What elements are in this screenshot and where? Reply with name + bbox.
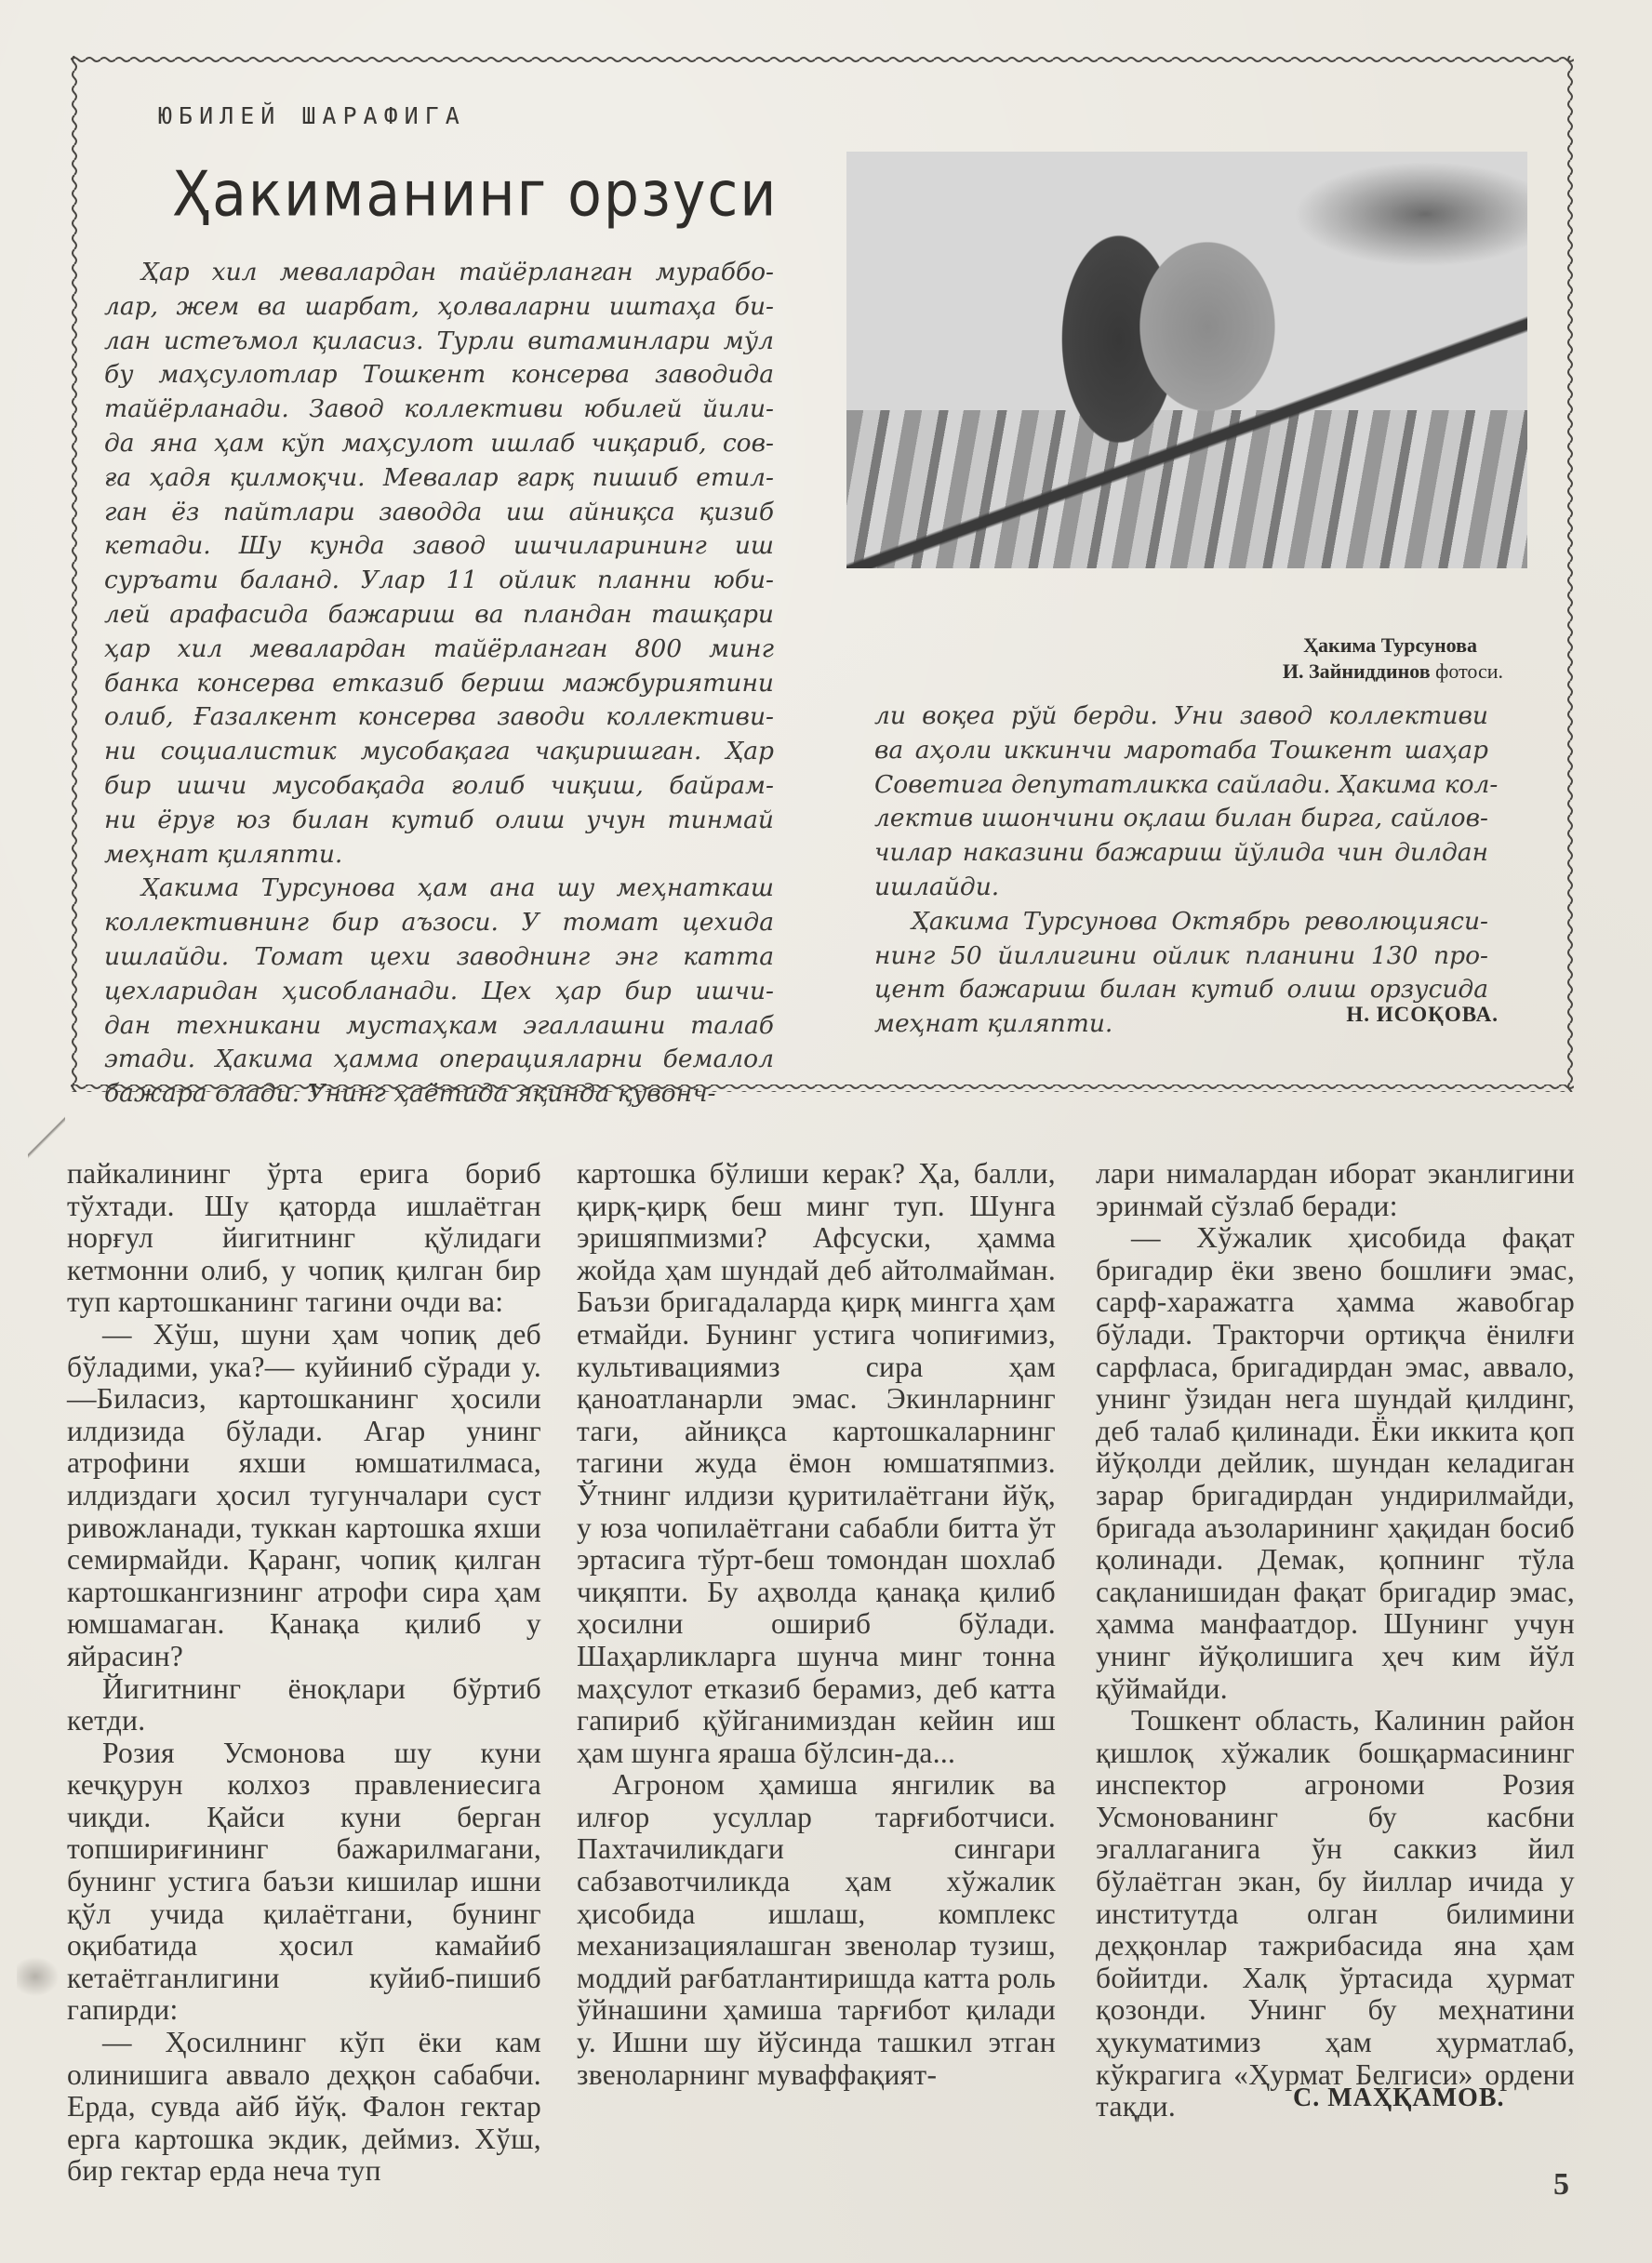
- text-line: ни ёруғ юз билан кутиб олиш учун тинмай: [104, 805, 774, 834]
- text-line: кетади. Шу кунда завод ишчиларининг иш: [104, 531, 774, 561]
- text-line: лектив ишончини оқлаш билан бирга, сайлов-: [874, 804, 1488, 833]
- article-title: Ҳакиманинг орзуси: [172, 158, 779, 232]
- photo-caption: [1283, 632, 1503, 685]
- text-line: нинг 50 йиллигини ойлик планини 130 про-: [874, 940, 1488, 970]
- paper-crease-mark: [17, 1953, 63, 2000]
- text-line: лан истеъмол қиласиз. Турли витаминлари мўл: [104, 326, 774, 355]
- article-column-2: [577, 1158, 1056, 2091]
- text-line: цехларидан ҳисобланади. Цех ҳар бир ишчи-: [104, 976, 774, 1005]
- text-line: этади. Ҳакима ҳамма операцияларни бемалол: [104, 1045, 774, 1074]
- text-line: бу маҳсулотлар Тошкент консерва заводида: [104, 360, 774, 390]
- article-column-1: [67, 1158, 541, 2188]
- page-number: 5: [1553, 2167, 1569, 2202]
- text-line: дан техникани мустаҳкам эгаллашни талаб: [104, 1010, 774, 1040]
- text-line: банка консерва етказиб бериш мажбуриятини: [104, 668, 774, 698]
- text-line: тайёрланади. Завод коллективи юбилей йили-: [104, 394, 774, 424]
- box-author-signature: Н. ИСОҚОВА.: [1346, 1003, 1499, 1026]
- paragraph: — Хўжалик ҳисобида фақат бригадир ёки звено бошлиғи эмас, сарф-харажатга ҳамма жавобгар бўлади. Тракторчи ортиқча ёнилғи сарфласа, бригадирдан эмас, аввало, унинг ўзидан нега шундай қилдинг, деб талаб қилинади. Ёки иккита қоп йўқолди дейлик, шундан келадиган зарар бригадирдан ундирилмайди, бригада аъзоларининг ҳақидан босиб қолинади. Демак, қопнинг тўла сақланишидан фақат бригадир эмас, ҳамма манфаатдор. Шунинг учун унинг йўқолишига ҳеч ким йўл қўймайди.: [1096, 1221, 1575, 1705]
- paragraph: Тошкент область, Калинин район қишлоқ хўжалик бошқармасининг инспектор агрономи Розия Усмонованинг бу касбни эгаллаганига ўн саккиз йил бўлаётган экан, бу йиллар ичида у институтда олган билимини деҳқонлар тажрибасида яна ҳам бойитди. Халқ ўртасида ҳурмат қозонди. Унинг бу меҳнатини ҳукуматимиз ҳам ҳурматлаб, кўкрагига «Ҳурмат Белгиси» ордени тақди.: [1096, 1704, 1575, 2123]
- article-column-3: [1096, 1158, 1575, 2123]
- paragraph: Розия Усмонова шу куни кечқурун колхоз правлениесига чиқди. Қайси куни берган топшириғининг бажарилмагани, бунинг устига баъзи кишилар ишни қўл учида қилаётгани, бунинг оқибатида ҳосил камайиб кетаётганлигини куйиб-пишиб гапирди:: [67, 1736, 541, 2027]
- text-line: ган ёз пайтлари заводда иш айниқса қизиб: [104, 497, 774, 526]
- continuation-text: [874, 699, 1499, 1042]
- text-line: суръати баланд. Улар 11 ойлик планни юби-: [104, 566, 774, 595]
- paper-tear-mark: [28, 1116, 65, 1172]
- text-line: ишлайди.: [874, 872, 1000, 901]
- intro-text: [104, 256, 774, 1112]
- photographer-name: И. Зайниддинов: [1282, 659, 1431, 683]
- paragraph: Агроном ҳамиша янгилик ва илғор усуллар тарғиботчиси. Пахтачиликдаги сингари сабзавотчиликда ҳам хўжалик ҳисобида ишлаш, комплекс механизациялашган звенолар тузиш, моддий рағбатлантиришда катта роль ўйнашини ҳамиша тарғибот қилади у. Ишни шу йўсинда ташкил этган звеноларнинг муваффақият-: [577, 1768, 1056, 2091]
- paragraph: картошка бўлиши керак? Ҳа, балли, қирқ-қирқ беш минг туп. Шунга эришяпмизми? Афсуски, ҳамма жойда ҳам шундай деб айтолмайман. Баъзи бригадаларда қирқ мингга ҳам етмайди. Бунинг устига чопиғимиз, культивациямиз сира ҳам қаноатланарли эмас. Экинларнинг таги, айниқса картошкаларнинг тагини жуда ёмон юмшатяпмиз. Ўтнинг илдизи қуритилаётгани йўқ, у юза чопилаётгани сабабли битта ўт эртасига тўрт-беш томондан шохлаб чиқяпти. Бу аҳволда қанақа қилиб ҳосилни ошириб бўлади. Шаҳарликларга шунча минг тонна маҳсулот етказиб берамиз, деб катта гапириб қўйганимиздан кейин иш ҳам шунга яраша бўлсин-да...: [577, 1157, 1056, 1769]
- paragraph: — Ҳосилнинг кўп ёки кам олинишига аввало деҳқон сабабчи. Ерда, сувда айб йўқ. Фалон гектар ерга картошка экдик, деймиз. Хўш, бир гектар ерда неча туп: [67, 2026, 541, 2188]
- text-line: Ҳар хил мевалардан тайёрланган мураббо-: [141, 258, 774, 286]
- text-line: лей арафасида бажариш ва пландан ташқари: [104, 599, 774, 629]
- text-line: ли воқеа рўй берди. Уни завод коллективи: [874, 701, 1488, 730]
- text-line: ишлайди. Томат цехи заводнинг энг катта: [104, 941, 774, 971]
- text-line: лар, жем ва шарбат, ҳолваларни иштаҳа би-: [104, 291, 774, 321]
- text-line: бир ишчи мусобақада ғолиб чиқиш, байрам-: [104, 770, 774, 800]
- text-line: ҳар хил мевалардан тайёрланган 800 минг: [104, 633, 774, 663]
- photo-credit-suffix: фотоси.: [1435, 659, 1503, 683]
- text-line: олиб, Ғазалкент консерва заводи коллективи-: [104, 702, 774, 732]
- text-line: да яна ҳам кўп маҳсулот ишлаб чиқариб, сов-: [104, 428, 774, 458]
- section-kicker: ЮБИЛЕЙ ШАРАФИГА: [158, 102, 466, 129]
- paragraph: Йигитнинг ёноқлари бўртиб кетди.: [67, 1671, 541, 1737]
- caption-credit: [1283, 659, 1503, 685]
- text-line: коллективнинг бир аъзоси. У томат цехида: [104, 908, 774, 938]
- text-line: Ҳакима Турсунова Октябрь революцияси-: [912, 906, 1488, 936]
- text-line: Ҳакима Турсунова ҳам ана шу меҳнаткаш: [141, 873, 774, 903]
- text-line: меҳнат қиляпти.: [104, 839, 343, 869]
- portrait-photo: [846, 152, 1527, 568]
- text-line: ва аҳоли иккинчи маротаба Тошкент шаҳар: [874, 735, 1488, 765]
- column-author-signature: С. МАҲҚАМОВ.: [1293, 2083, 1505, 2112]
- text-line: ға ҳадя қилмоқчи. Мевалар ғарқ пишиб етил-: [104, 462, 774, 492]
- text-line: меҳнат қиляпти.: [874, 1009, 1113, 1039]
- paragraph: лари нималардан иборат эканлигини эринмай сўзлаб беради:: [1096, 1157, 1575, 1222]
- text-line: Советига депутатликка сайлади. Ҳакима кол-: [874, 769, 1499, 799]
- text-line: цент бажариш билан кутиб олиш орзусида: [874, 975, 1488, 1005]
- text-line: чилар наказини бажариш йўлида чин дилдан: [874, 838, 1488, 868]
- caption-subject: Ҳакима Турсунова: [1303, 633, 1477, 657]
- paragraph: пайкалининг ўрта ерига бориб тўхтади. Шу қаторда ишлаётган норғул йигитнинг қўлидаги кетмонни олиб, у чопиқ қилган бир туп картошканинг тагини очди ва:: [67, 1157, 541, 1319]
- text-line: ни социалистик мусобақага чақиришган. Ҳар: [104, 737, 774, 766]
- text-line: бажара олади. Унинг ҳаётида яқинда қувонч-: [104, 1079, 716, 1109]
- paragraph: — Хўш, шуни ҳам чопиқ деб бўладими, ука?— куйиниб сўради у.—Биласиз, картошканинг ҳосили илдизида бўлади. Агар унинг атрофини яхши юмшатилмаса, илдиздаги ҳосил тугунчалари суст ривожланади, туккан картошка яхши семирмайди. Қаранг, чопиқ қилган картошкангизнинг атрофи сира ҳам юмшамаган. Қанақа қилиб у яйрасин?: [67, 1317, 541, 1672]
